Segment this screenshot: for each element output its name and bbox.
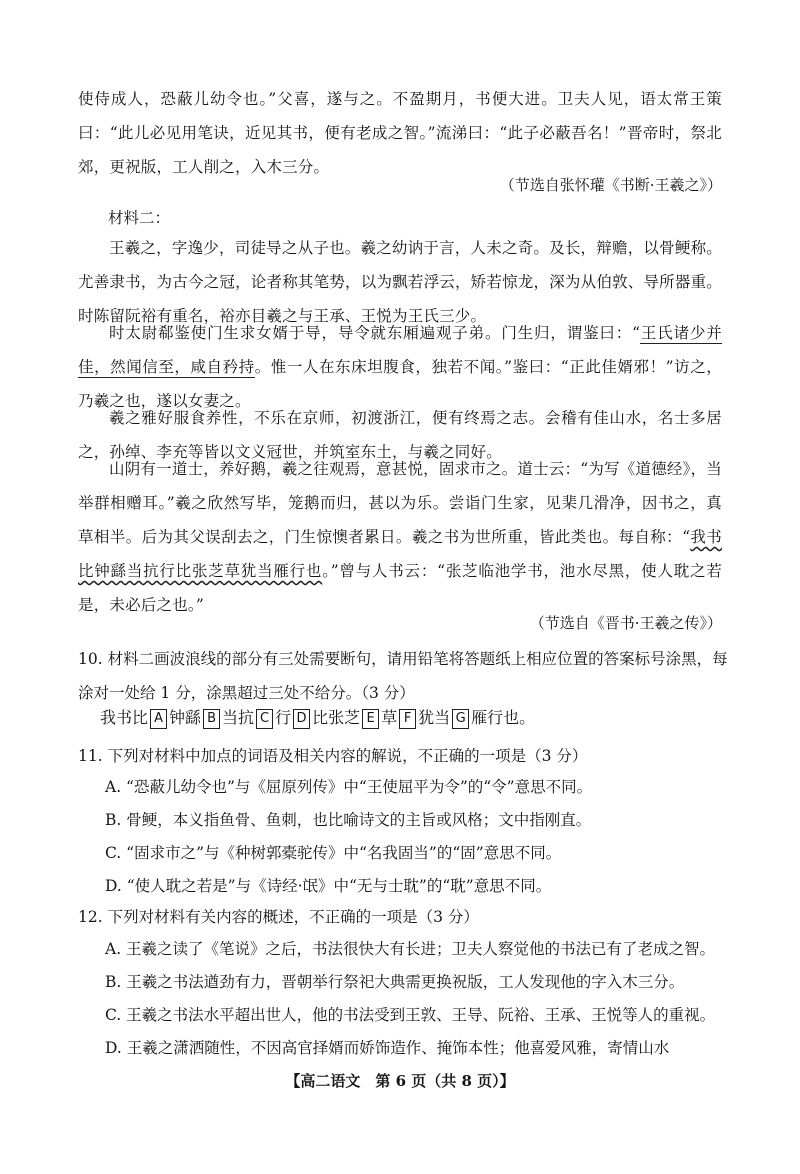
paragraph-2-text-a: 时太尉郗鉴使门生求女婿于导，导令就东厢遍观子弟。门生归，谓鉴曰：“ [109, 324, 641, 342]
seg-1: 钟繇 [169, 708, 202, 727]
question-12-option-c: C. 王羲之书法水平超出世人，他的书法受到王敦、王导、阮裕、王承、王悦等人的重视。 [105, 1006, 716, 1024]
break-box-b[interactable]: B [203, 709, 220, 729]
underlined-sentence: 王氏诸少并佳，然闻信至，咸自矜持 [78, 324, 722, 376]
source-citation-1: （节选自张怀瓘《书断·王羲之》） [499, 176, 722, 194]
paragraph-4-text-b: 。”曾与人书云：“张芝临池学书，池水尽黑，使人耽之若是，未必后之也。” [78, 562, 722, 614]
seg-5: 草 [381, 708, 398, 727]
wavy-underlined-sentence: 我书比钟繇当抗行比张芝草犹当雁行也 [78, 528, 722, 580]
question-12-option-a: A. 王羲之读了《笔说》之后，书法很快大有长进；卫夫人察觉他的书法已有了老成之智。 [105, 940, 716, 958]
question-11-option-c: C. “固求市之”与《种树郭橐驼传》中“名我固当”的“固”意思不同。 [105, 844, 562, 862]
material-2-paragraph-1: 王羲之，字逸少，司徒导之从子也。羲之幼讷于言，人未之奇。及长，辩赡，以骨鲠称。尤善隶书，为古今之冠，论者称其笔势，以为飘若浮云，矫若惊龙，深为从伯敦、导所器重。时陈留阮裕有重名，裕亦目羲之与王承、王悦为王氏三少。 [78, 239, 722, 325]
question-11-option-a: A. “恐蔽儿幼令也”与《屈原列传》中“王使屈平为令”的“令”意思不同。 [105, 778, 593, 796]
material-2-paragraph-3: 羲之雅好服食养性，不乐在京师，初渡浙江，便有终焉之志。会稽有佳山水，名士多居之，孙绰、李充等皆以文义冠世，并筑室东土，与羲之同好。 [78, 409, 722, 461]
question-11-option-d: D. “使人耽之若是”与《诗经·氓》中“无与士耽”的“耽”意思不同。 [105, 877, 552, 895]
question-12-option-d: D. 王羲之潇洒随性，不因高官择婿而娇饰造作、掩饰本性；他喜爱风雅，寄情山水 [105, 1039, 670, 1057]
question-11-option-b: B. 骨鲠，本义指鱼骨、鱼刺，也比喻诗文的主旨或风格；文中指刚直。 [105, 811, 592, 829]
paragraph-2-text-b: 。惟一人在东床坦腹食，独若不闻。”鉴曰：“正此佳婿邪！”访之，乃羲之也，遂以女妻之。 [78, 358, 722, 410]
seg-2: 当抗 [222, 708, 255, 727]
break-box-d[interactable]: D [293, 709, 310, 729]
seg-6: 犹当 [418, 708, 451, 727]
break-box-c[interactable]: C [256, 709, 273, 729]
material-2-heading: 材料二： [108, 209, 171, 227]
seg-0: 我书比 [100, 708, 149, 727]
source-citation-2: （节选自《晋书·王羲之传》） [529, 614, 722, 632]
seg-4: 比张芝 [312, 708, 361, 727]
break-box-a[interactable]: A [150, 709, 167, 729]
seg-3: 行 [275, 708, 292, 727]
material-2-paragraph-4 [78, 452, 722, 622]
question-11: 11. 下列对材料中加点的词语及相关内容的解说，不正确的一项是（3 分） [78, 747, 588, 765]
question-12: 12. 下列对材料有关内容的概述，不正确的一项是（3 分） [78, 908, 479, 926]
page-footer: 【高二语文 第 6 页（共 8 页）】 [285, 1072, 515, 1090]
break-box-g[interactable]: G [452, 709, 469, 729]
question-10-break-line [100, 705, 535, 729]
passage-top: 使侍成人，恐蔽儿幼令也。”父喜，遂与之。不盈期月，书便大进。卫夫人见，语太常王策曰：“此儿必见用笔诀，近见其书，便有老成之智。”流涕曰：“此子必蔽吾名！”晋帝时，祭北郊，更祝版，工人削之，入木三分。 [78, 90, 722, 176]
seg-7: 雁行也。 [471, 708, 536, 727]
question-12-option-b: B. 王羲之书法遒劲有力，晋朝举行祭祀大典需更换祝版，工人发现他的字入木三分。 [105, 973, 685, 991]
question-10: 10. 材料二画波浪线的部分有三处需要断句，请用铅笔将答题纸上相应位置的答案标号涂黑，每涂对一处给 1 分，涂黑超过三处不给分。（3 分） [78, 650, 728, 702]
paragraph-4-text-a: 山阴有一道士，养好鹅，羲之往观焉，意甚悦，固求市之。道士云：“为写《道德经》，当举群相赠耳。”羲之欣然写毕，笼鹅而归，甚以为乐。尝诣门生家，见棐几滑净，因书之，真草相半。后为其父误刮去之，门生惊懊者累日。羲之书为世所重，皆此类也。每自称：“ [78, 460, 722, 546]
break-box-e[interactable]: E [362, 709, 379, 729]
break-box-f[interactable]: F [399, 709, 416, 729]
